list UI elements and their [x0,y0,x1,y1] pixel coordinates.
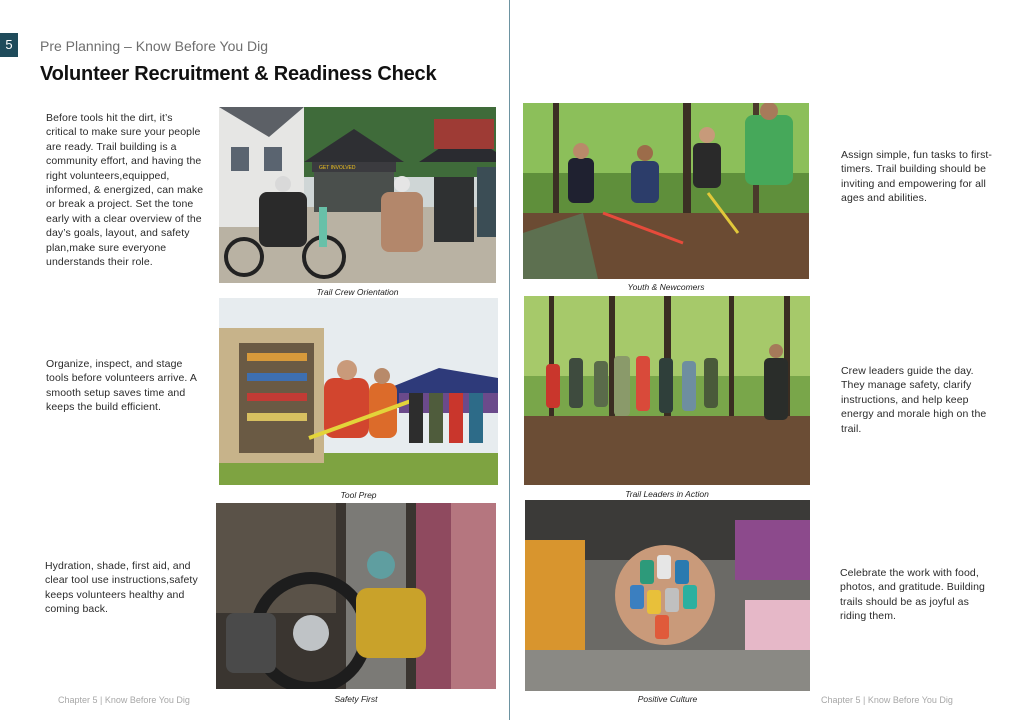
photo-youth-newcomers [523,103,809,279]
paragraph-trail-leaders: Crew leaders guide the day. They manage safety, clarify instructions, and help keep energy and morale high on the trail. [841,365,987,435]
photo-trail-crew-orientation [219,107,496,283]
footer-right: Chapter 5 | Know Before You Dig [821,695,953,705]
page-number: 5 [0,33,18,57]
caption-tool-prep: Tool Prep [340,490,377,500]
photo-tool-prep [219,298,498,485]
caption-trail-leaders: Trail Leaders in Action [625,489,709,499]
caption-trail-crew-orientation: Trail Crew Orientation [316,287,399,297]
section-kicker: Pre Planning – Know Before You Dig [40,38,269,54]
caption-safety-first: Safety First [334,694,378,704]
paragraph-positive-culture: Celebrate the work with food, photos, and gratitude. Building trails should be as joyful as riding them. [840,567,985,623]
footer-left: Chapter 5 | Know Before You Dig [58,695,190,705]
paragraph-tool-prep: Organize, inspect, and stage tools before volunteers arrive. A smooth setup saves time and keeps the build efficient. [46,358,197,414]
photo-safety-first [216,503,496,689]
paragraph-youth-newcomers: Assign simple, fun tasks to first-timers. Trail building should be inviting and empowering for all ages and abilities. [841,149,993,205]
page-title: Volunteer Recruitment & Readiness Check [40,63,437,85]
paragraph-safety-first: Hydration, shade, first aid, and clear tool use instructions,safety keeps volunteers healthy and coming back. [45,560,198,616]
photo-trail-leaders [524,296,810,485]
paragraph-volunteer-readiness: Before tools hit the dirt, it’s critical to make sure your people are ready. Trail building is a community effort, and having the right volunteers,equipped, informed, & energized, can make or break a project. Set the tone early with a clear overview of the day’s goals, layout, and safety plan,make sure everyone understands their role. [46,112,204,269]
photo-positive-culture [525,500,810,691]
caption-positive-culture: Positive Culture [637,694,698,704]
page-divider [509,0,510,720]
caption-youth-newcomers: Youth & Newcomers [627,282,705,292]
tent-banner-text: GET INVOLVED [319,165,356,171]
